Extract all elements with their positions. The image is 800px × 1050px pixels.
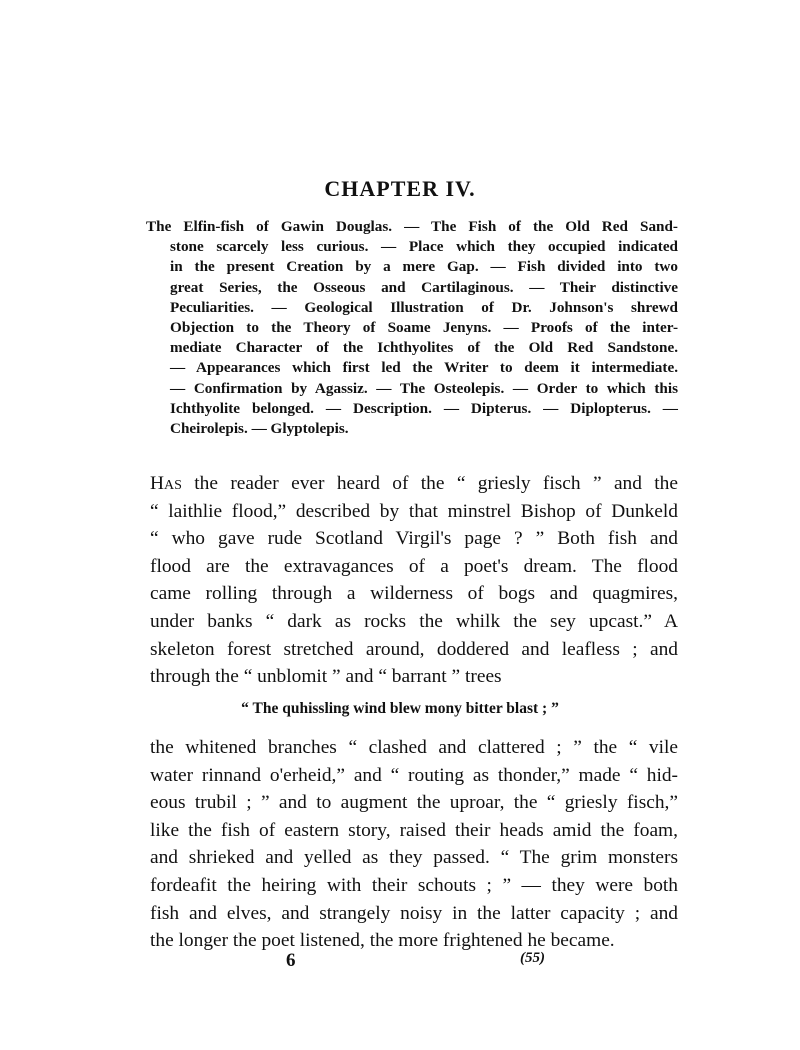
paragraph-line: the longer the poet listened, the more frightened he became.	[150, 930, 615, 952]
synopsis-line: Peculiarities. — Geological Illustration of Dr. Johnson's shrewd	[170, 298, 678, 316]
paragraph-line: fish and elves, and strangely noisy in the latter capacity ; and	[150, 902, 678, 924]
paragraph-line: through the “ unblomit ” and “ barrant ” trees	[150, 666, 502, 688]
synopsis-line: great Series, the Osseous and Cartilaginous. — Their distinctive	[170, 278, 678, 296]
paragraph-line: and shrieked and yelled as they passed. “ The grim monsters	[150, 847, 678, 869]
synopsis-line: stone scarcely less curious. — Place which they occupied indicated	[170, 238, 678, 256]
signature-mark: 6	[286, 950, 296, 971]
synopsis-line: Ichthyolite belonged. — Description. — Dipterus. — Diplopterus. —	[170, 399, 678, 417]
paragraph-line: under banks “ dark as rocks the whilk the sey upcast.” A	[150, 610, 678, 632]
paragraph-line: like the fish of eastern story, raised their heads amid the foam,	[150, 819, 678, 841]
opening-line-rest: the reader ever heard of the “ griesly fisch ” and the	[181, 473, 678, 494]
paragraph-line: came rolling through a wilderness of bogs and quagmires,	[150, 583, 678, 605]
synopsis-line: Objection to the Theory of Soame Jenyns. — Proofs of the inter-	[170, 319, 678, 337]
paragraph-line	[150, 470, 678, 498]
paragraph-line: “ who gave rude Scotland Virgil's page ? ” Both fish and	[150, 528, 678, 550]
verse-quote: “ The quhissling wind blew mony bitter blast ; ”	[241, 700, 559, 717]
page-footer	[0, 950, 800, 980]
synopsis-line: in the present Creation by a mere Gap. — Fish divided into two	[170, 258, 678, 276]
paragraph-line: fordeafit the heiring with their schouts ; ” — they were both	[150, 874, 678, 896]
synopsis-line: mediate Character of the Ichthyolites of the Old Red Sandstone.	[170, 339, 678, 357]
paragraph-2	[150, 734, 678, 955]
paragraph-line: water rinnand o'erheid,” and “ routing as thonder,” made “ hid-	[150, 764, 678, 786]
chapter-title: CHAPTER IV.	[324, 176, 476, 201]
paragraph-line: skeleton forest stretched around, doddered and leafless ; and	[150, 638, 678, 660]
paragraph-line: the whitened branches “ clashed and clattered ; ” the “ vile	[150, 737, 678, 758]
paragraph-line: “ laithlie flood,” described by that minstrel Bishop of Dunkeld	[150, 500, 678, 522]
synopsis-line: — Confirmation by Agassiz. — The Osteolepis. — Order to which this	[170, 379, 678, 397]
page-number: (55)	[520, 950, 545, 966]
paragraph-1	[150, 470, 678, 691]
synopsis-line: The Elfin-fish of Gawin Douglas. — The Fish of the Old Red Sand-	[146, 218, 678, 235]
paragraph-line: eous trubil ; ” and to augment the uproar, the “ griesly fisch,”	[150, 792, 678, 814]
paragraph-line: flood are the extravagances of a poet's dream. The flood	[150, 555, 678, 577]
synopsis-line: — Appearances which first led the Writer to deem it intermediate.	[170, 359, 678, 377]
synopsis-line: Cheirolepis. — Glyptolepis.	[170, 420, 349, 438]
opening-word: Has	[150, 473, 182, 494]
chapter-synopsis	[146, 217, 678, 439]
